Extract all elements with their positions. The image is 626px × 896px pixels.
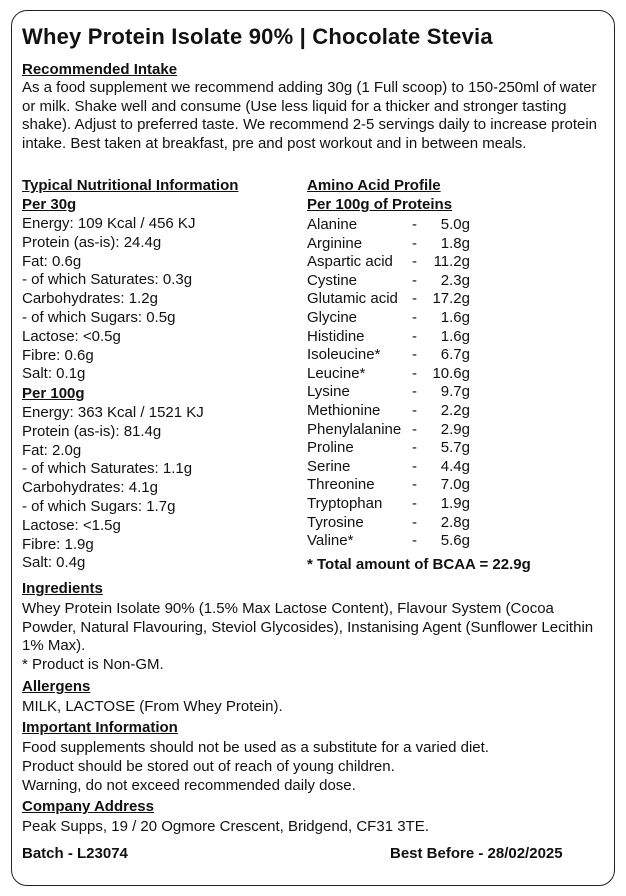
amino-acid-row xyxy=(307,253,477,272)
amino-acid-value: 11.2g xyxy=(433,253,470,271)
amino-acid-name: Cystine xyxy=(307,271,358,289)
amino-acid-dash: - xyxy=(412,271,417,289)
important-info-heading: Important Information xyxy=(22,719,178,736)
amino-acid-value: 1.9g xyxy=(440,494,470,512)
amino-acid-name: Leucine* xyxy=(307,364,366,382)
amino-acid-row xyxy=(307,328,477,347)
nutrition-row: - of which Sugars: 1.7g xyxy=(22,497,176,515)
per-30g-list xyxy=(22,215,282,384)
amino-acid-value: 6.7g xyxy=(440,346,470,364)
allergens-heading: Allergens xyxy=(22,678,91,695)
best-before-date: Best Before - 28/02/2025 xyxy=(390,845,563,862)
amino-acid-row xyxy=(307,365,477,384)
amino-acid-dash: - xyxy=(412,346,417,364)
amino-acid-row xyxy=(307,383,477,402)
amino-acid-name: Glycine xyxy=(307,308,358,326)
amino-acid-name: Tryptophan xyxy=(307,494,383,512)
amino-acid-row xyxy=(307,421,477,440)
amino-acid-heading: Amino Acid Profile xyxy=(307,177,441,194)
amino-acid-value: 1.6g xyxy=(440,327,470,345)
bcaa-total: * Total amount of BCAA = 22.9g xyxy=(307,556,531,573)
amino-acid-value: 10.6g xyxy=(432,364,470,382)
recommended-intake-text: As a food supplement we recommend adding 30g (1 Full scoop) to 150-250ml of water or milk. Shake well and consume (Use less liquid for a thicker and stronger tasting shake). Adjust to preferred taste. We recommend 2-5 servings daily to increase protein intake. Best taken at breakfast, pre and post workout and in between meals. xyxy=(22,79,598,152)
nutrition-row: Energy: 363 Kcal / 1521 KJ xyxy=(22,404,204,421)
amino-acid-row xyxy=(307,309,477,328)
company-address-heading: Company Address xyxy=(22,798,154,815)
amino-acid-value: 2.2g xyxy=(440,401,470,419)
nutrition-row: Salt: 0.1g xyxy=(22,365,86,383)
nutrition-row: Carbohydrates: 4.1g xyxy=(22,479,158,497)
allergens-text: MILK, LACTOSE (From Whey Protein). xyxy=(22,698,283,715)
company-address-text: Peak Supps, 19 / 20 Ogmore Crescent, Bridgend, CF31 3TE. xyxy=(22,818,429,835)
amino-acid-row xyxy=(307,439,477,458)
amino-acid-name: Alanine xyxy=(307,216,358,233)
amino-acid-value: 7.0g xyxy=(440,476,470,494)
amino-acid-list xyxy=(307,216,477,551)
amino-acid-dash: - xyxy=(412,216,417,233)
nutrition-row: - of which Sugars: 0.5g xyxy=(22,308,176,326)
amino-acid-value: 17.2g xyxy=(432,290,470,308)
amino-acid-dash: - xyxy=(412,234,417,252)
nutrition-row: Protein (as-is): 81.4g xyxy=(22,422,162,440)
amino-acid-row xyxy=(307,458,477,477)
amino-acid-row xyxy=(307,476,477,495)
ingredients-heading: Ingredients xyxy=(22,580,103,597)
nutrition-row: Fat: 0.6g xyxy=(22,252,82,270)
amino-acid-value: 5.6g xyxy=(440,532,470,550)
nutrition-row: - of which Saturates: 1.1g xyxy=(22,460,193,478)
amino-acid-dash: - xyxy=(412,420,417,438)
nutrition-row: - of which Saturates: 0.3g xyxy=(22,271,193,289)
amino-acid-row xyxy=(307,514,477,533)
recommended-intake-heading: Recommended Intake xyxy=(22,61,178,78)
amino-acid-dash: - xyxy=(412,494,417,512)
amino-acid-row xyxy=(307,235,477,254)
amino-acid-name: Phenylalanine xyxy=(307,420,402,438)
per-100g-list xyxy=(22,404,282,573)
nutrition-row: Lactose: <0.5g xyxy=(22,327,121,345)
product-title: Whey Protein Isolate 90% | Chocolate Stevia xyxy=(22,24,493,49)
important-info-line-2: Product should be stored out of reach of young children. xyxy=(22,758,395,775)
amino-acid-value: 5.7g xyxy=(440,439,470,457)
nutrition-heading: Typical Nutritional Information xyxy=(22,177,239,194)
amino-acid-value: 2.8g xyxy=(440,513,470,531)
amino-acid-row xyxy=(307,290,477,309)
amino-acid-name: Threonine xyxy=(307,476,375,494)
non-gm-note: * Product is Non-GM. xyxy=(22,656,164,673)
amino-acid-name: Tyrosine xyxy=(307,513,364,531)
amino-acid-dash: - xyxy=(412,290,417,308)
nutrition-row: Protein (as-is): 24.4g xyxy=(22,233,162,251)
amino-acid-row xyxy=(307,532,477,551)
amino-acid-dash: - xyxy=(412,364,417,382)
amino-acid-dash: - xyxy=(412,532,417,550)
amino-acid-value: 2.3g xyxy=(440,271,470,289)
amino-acid-dash: - xyxy=(412,513,417,531)
amino-acid-name: Proline xyxy=(307,439,354,457)
amino-acid-name: Methionine xyxy=(307,401,381,419)
amino-acid-row xyxy=(307,272,477,291)
amino-acid-name: Valine* xyxy=(307,532,354,550)
per-30g-heading: Per 30g xyxy=(22,196,77,213)
amino-acid-value: 5.0g xyxy=(440,216,470,233)
amino-acid-name: Isoleucine* xyxy=(307,346,381,364)
amino-acid-dash: - xyxy=(412,439,417,457)
nutrition-row: Fat: 2.0g xyxy=(22,441,82,459)
amino-acid-name: Aspartic acid xyxy=(307,253,393,271)
amino-acid-name: Histidine xyxy=(307,327,365,345)
amino-acid-name: Arginine xyxy=(307,234,363,252)
amino-acid-dash: - xyxy=(412,327,417,345)
amino-acid-value: 1.6g xyxy=(440,308,470,326)
amino-acid-row xyxy=(307,346,477,365)
amino-acid-subheading: Per 100g of Proteins xyxy=(307,196,453,213)
amino-acid-row xyxy=(307,216,477,235)
amino-acid-row xyxy=(307,402,477,421)
nutrition-row: Fibre: 0.6g xyxy=(22,346,94,364)
important-info-line-3: Warning, do not exceed recommended daily dose. xyxy=(22,777,356,794)
per-100g-heading: Per 100g xyxy=(22,385,85,402)
amino-acid-name: Glutamic acid xyxy=(307,290,398,308)
nutrition-row: Carbohydrates: 1.2g xyxy=(22,290,158,308)
amino-acid-dash: - xyxy=(412,457,417,475)
amino-acid-value: 2.9g xyxy=(440,420,470,438)
nutrition-row: Fibre: 1.9g xyxy=(22,535,94,553)
nutrition-row: Lactose: <1.5g xyxy=(22,516,121,534)
amino-acid-row xyxy=(307,495,477,514)
amino-acid-dash: - xyxy=(412,476,417,494)
nutrition-row: Salt: 0.4g xyxy=(22,554,86,572)
amino-acid-dash: - xyxy=(412,308,417,326)
amino-acid-value: 1.8g xyxy=(440,234,470,252)
nutrition-row: Energy: 109 Kcal / 456 KJ xyxy=(22,215,196,232)
amino-acid-dash: - xyxy=(412,253,417,271)
amino-acid-name: Lysine xyxy=(307,383,350,401)
ingredients-text: Whey Protein Isolate 90% (1.5% Max Lactose Content), Flavour System (Cocoa Powder, Natural Flavouring, Steviol Glycosides), Instanising Agent (Sunflower Lecithin 1% Max). xyxy=(22,600,594,655)
amino-acid-dash: - xyxy=(412,401,417,419)
important-info-line-1: Food supplements should not be used as a substitute for a varied diet. xyxy=(22,739,489,756)
amino-acid-name: Serine xyxy=(307,457,351,475)
batch-number: Batch - L23074 xyxy=(22,845,128,862)
amino-acid-value: 4.4g xyxy=(440,457,470,475)
amino-acid-value: 9.7g xyxy=(440,383,470,401)
amino-acid-dash: - xyxy=(412,383,417,401)
